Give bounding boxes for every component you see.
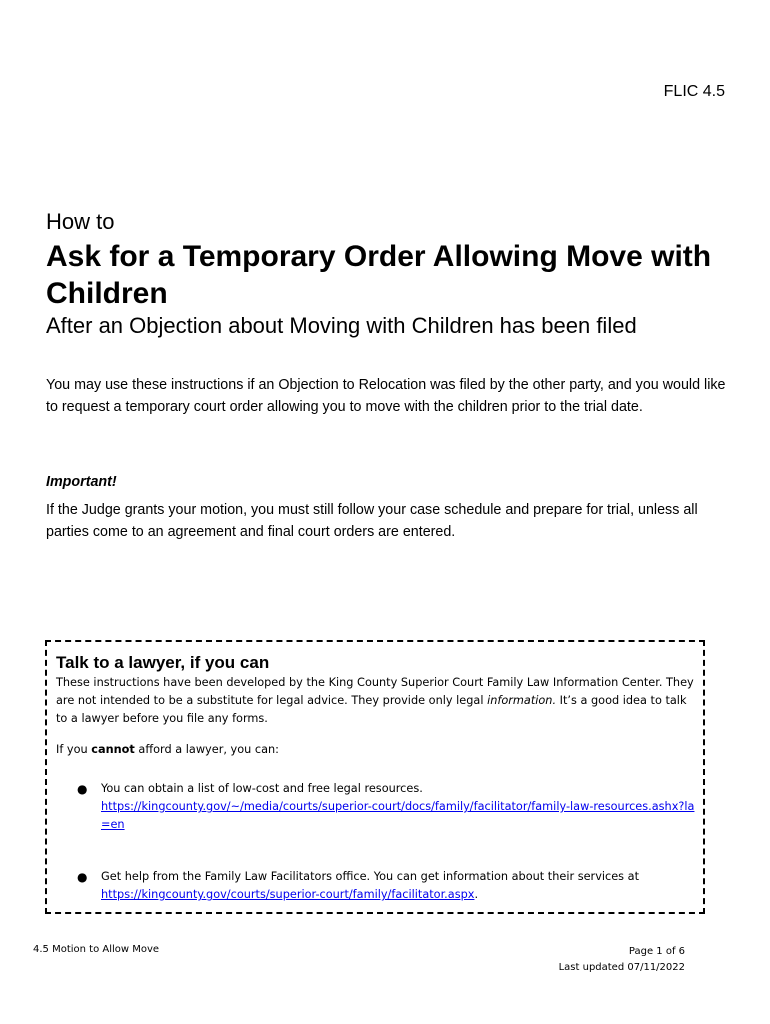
legal-resources-link[interactable]: https://kingcounty.gov/~/media/courts/superior-court/docs/family/facilitator/family-law-resources.ashx?la=en <box>101 800 695 831</box>
afford-prefix: If you <box>56 743 92 756</box>
bullet-icon: ● <box>77 782 88 796</box>
bullet-1-text: You can obtain a list of low-cost and free legal resources. <box>101 782 423 795</box>
intro-paragraph: You may use these instructions if an Objection to Relocation was filed by the other party, and you would like to request a temporary court order allowing you to move with the children prior to the trial date. <box>46 377 726 415</box>
important-text: If the Judge grants your motion, you must still follow your case schedule and prepare for trial, unless all parties come to an agreement and final court orders are entered. <box>46 502 698 540</box>
list-item <box>56 780 696 834</box>
footer-page-info <box>559 944 685 976</box>
important-label: Important! <box>46 474 117 490</box>
title-prefix: How to <box>46 209 115 234</box>
desc-text-1: These instructions have been developed by the King County Superior Court Family Law Information Center. They are not intended to be a substitute for legal advice. They provide only legal <box>56 676 694 707</box>
desc-text-2: It’s a good idea to talk to a lawyer before you file any forms. <box>56 694 687 725</box>
afford-suffix: afford a lawyer, you can: <box>134 743 279 756</box>
footer-document-name: 4.5 Motion to Allow Move <box>33 944 160 955</box>
lawyer-box-title: Talk to a lawyer, if you can <box>56 653 270 672</box>
lawyer-notice-box <box>45 640 705 914</box>
bullet-icon: ● <box>77 870 88 884</box>
form-code: FLIC 4.5 <box>663 83 725 100</box>
last-updated: Last updated 07/11/2022 <box>558 962 685 973</box>
resource-list <box>56 780 696 938</box>
facilitator-link[interactable]: https://kingcounty.gov/courts/superior-court/family/facilitator.aspx <box>101 888 475 901</box>
lawyer-box-description <box>56 674 696 728</box>
bullet-2-text: Get help from the Family Law Facilitators office. You can get information about their services at <box>101 870 640 883</box>
page-subtitle: After an Objection about Moving with Children has been filed <box>46 313 637 338</box>
afford-line <box>56 743 279 756</box>
desc-emphasis: information. <box>487 694 557 707</box>
list-item <box>56 868 696 904</box>
page-number: Page 1 of 6 <box>628 946 685 957</box>
page-title: Ask for a Temporary Order Allowing Move with Children <box>46 240 712 310</box>
afford-bold: cannot <box>91 743 135 756</box>
bullet-2-end: . <box>474 888 479 901</box>
